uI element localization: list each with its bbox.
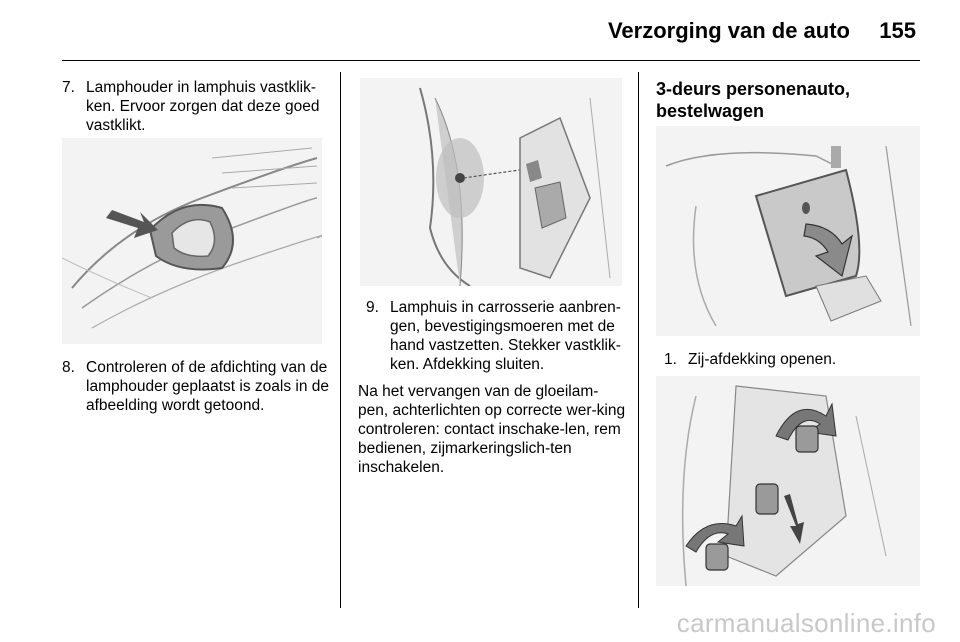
lamp-nuts-drawing [656,376,920,586]
lamp-housing-illustration [360,78,622,286]
step-number: 7. [62,79,75,96]
header-divider [62,60,920,61]
side-cover-illustration [656,126,920,336]
step-7 [62,78,330,135]
side-cover-drawing [656,126,920,336]
step-text: Lamphouder in lamphuis vastklik-ken. Ervoor zorgen dat deze goed vastklikt. [86,79,320,134]
column-3 [656,78,924,122]
step-1 [664,350,924,369]
step-8 [62,358,330,415]
step-text: Controleren of de afdichting van de lamphouder geplaatst is zoals in de afbeelding wordt getoond. [86,359,329,414]
step-number: 9. [366,299,379,316]
lamp-housing-drawing [360,78,622,286]
column-divider-1 [340,72,341,608]
step-text: Zij-afdekking openen. [688,351,837,368]
section-title: Verzorging van de auto [607,18,850,43]
column-1 [62,78,330,135]
step-number: 8. [62,359,75,376]
column-2 [358,298,626,477]
lamp-holder-drawing [62,138,322,344]
section-heading: 3-deurs personenauto, bestelwagen [656,79,851,121]
lamp-nuts-illustration [656,376,920,586]
watermark: carmanualsonline.info [676,608,936,638]
lamp-holder-illustration [62,138,322,344]
step-text: Lamphuis in carrosserie aanbren-gen, bevestigingsmoeren met de hand vastzetten. Stekker vastklik-ken. Afdekking sluiten. [390,299,621,373]
column-1-lower [62,358,330,415]
step-9 [366,298,626,374]
column-divider-2 [638,72,639,608]
page-header [0,0,960,62]
paragraph-check-lights: Na het vervangen van de gloeilam-pen, achterlichten op correcte wer-king controleren: contact inschake-len, rem bedienen, zijmarkeringslich-ten inschakelen. [358,383,626,476]
step-number: 1. [664,351,677,368]
page-number: 155 [879,18,916,43]
column-3-lower [656,350,924,369]
